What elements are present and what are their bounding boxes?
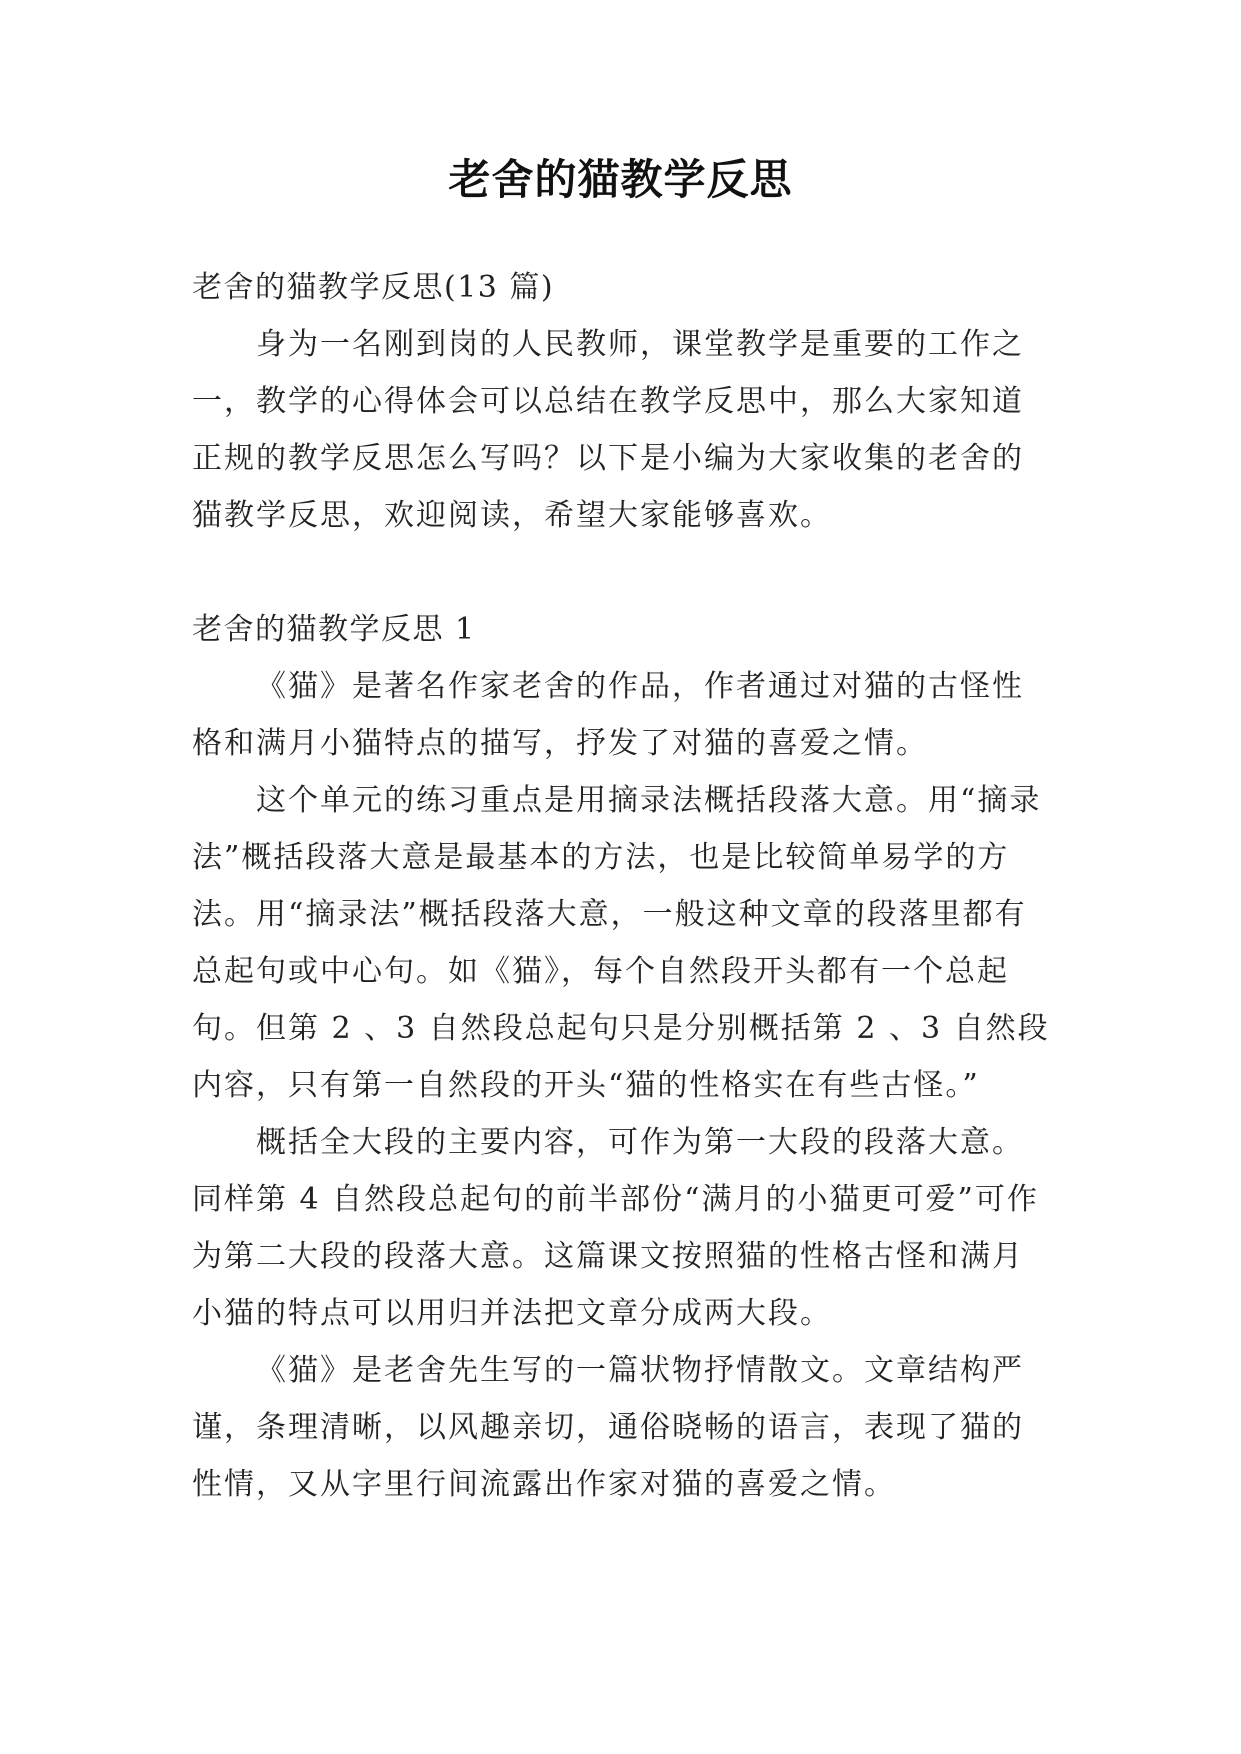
intro-paragraph: 身为一名刚到岗的人民教师，课堂教学是重要的工作之一，教学的心得体会可以总结在教学反思中，那么大家知道正规的教学反思怎么写吗？以下是小编为大家收集的老舍的猫教学反思，欢迎阅读，希望大家能够喜欢。 bbox=[192, 327, 1024, 533]
section-spacer bbox=[192, 544, 1054, 601]
document-subtitle: 老舍的猫教学反思(13 篇) bbox=[192, 270, 555, 305]
section-heading: 老舍的猫教学反思 1 bbox=[192, 612, 476, 647]
body-paragraph: 《猫》是著名作家老舍的作品，作者通过对猫的古怪性格和满月小猫特点的描写，抒发了对猫的喜爱之情。 bbox=[192, 669, 1024, 761]
body-paragraph: 《猫》是老舍先生写的一篇状物抒情散文。文章结构严谨，条理清晰，以风趣亲切，通俗晓畅的语言，表现了猫的性情，又从字里行间流露出作家对猫的喜爱之情。 bbox=[192, 1353, 1024, 1502]
document-body bbox=[192, 259, 1054, 1513]
body-paragraph: 这个单元的练习重点是用摘录法概括段落大意。用“摘录法”概括段落大意是最基本的方法，也是比较简单易学的方法。用“摘录法”概括段落大意，一般这种文章的段落里都有总起句或中心句。如《猫》，每个自然段开头都有一个总起句。但第 2 、3 自然段总起句只是分别概括第 2 、3 自然段内容，只有第一自然段的开头“猫的性格实在有些古怪。” bbox=[192, 783, 1050, 1103]
document-title: 老舍的猫教学反思 bbox=[448, 155, 793, 204]
body-paragraph: 概括全大段的主要内容，可作为第一大段的段落大意。同样第 4 自然段总起句的前半部份“满月的小猫更可爱”可作为第二大段的段落大意。这篇课文按照猫的性格古怪和满月小猫的特点可以用归并法把文章分成两大段。 bbox=[192, 1125, 1039, 1331]
